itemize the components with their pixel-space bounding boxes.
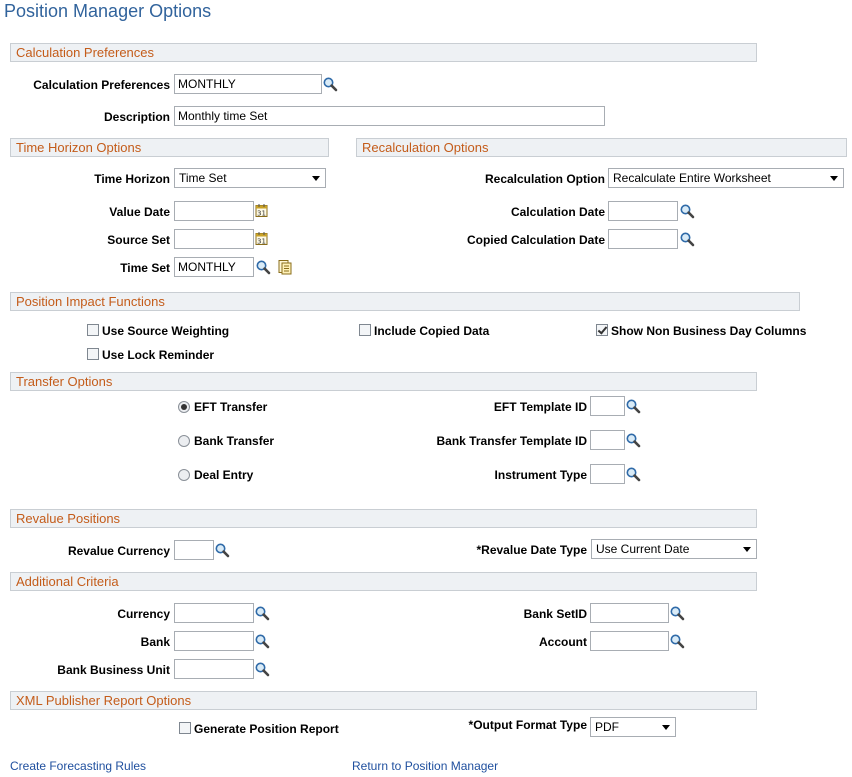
show-non-business-day-columns-checkbox[interactable] <box>596 324 608 336</box>
bank-input[interactable] <box>174 631 254 651</box>
eft-transfer-radio[interactable] <box>178 401 190 413</box>
use-lock-reminder-checkbox[interactable] <box>87 348 99 360</box>
eft-template-id-label: EFT Template ID <box>493 400 587 414</box>
section-xml-publisher-report-options: XML Publisher Report Options <box>10 691 757 710</box>
account-label: Account <box>539 635 587 649</box>
deal-entry-label: Deal Entry <box>194 468 254 482</box>
bank-business-unit-input[interactable] <box>174 659 254 679</box>
eft-template-id-input[interactable] <box>590 396 625 416</box>
use-source-weighting-checkbox[interactable] <box>87 324 99 336</box>
bank-transfer-template-id-input[interactable] <box>590 430 625 450</box>
time-set-input[interactable]: MONTHLY <box>174 257 254 277</box>
search-icon[interactable] <box>679 231 695 247</box>
calculation-preferences-label: Calculation Preferences <box>33 78 170 92</box>
bank-transfer-label: Bank Transfer <box>194 434 275 448</box>
search-icon[interactable] <box>254 661 270 677</box>
calculation-preferences-input[interactable]: MONTHLY <box>174 74 322 94</box>
section-time-horizon-options: Time Horizon Options <box>10 138 329 157</box>
account-input[interactable] <box>590 631 669 651</box>
generate-position-report-checkbox[interactable] <box>179 722 191 734</box>
section-recalculation-options: Recalculation Options <box>356 138 847 157</box>
source-set-input[interactable] <box>174 229 254 249</box>
revalue-date-type-label: *Revalue Date Type <box>476 543 587 557</box>
return-to-position-manager-link[interactable]: Return to Position Manager <box>352 759 499 773</box>
description-input[interactable]: Monthly time Set <box>174 106 605 126</box>
time-set-label: Time Set <box>120 261 170 275</box>
bank-transfer-template-id-label: Bank Transfer Template ID <box>436 434 587 448</box>
revalue-date-type-value: Use Current Date <box>596 542 690 556</box>
calendar-icon[interactable] <box>254 203 270 219</box>
currency-input[interactable] <box>174 603 254 623</box>
section-additional-criteria: Additional Criteria <box>10 572 757 591</box>
time-horizon-value: Time Set <box>179 171 227 185</box>
instrument-type-label: Instrument Type <box>494 468 587 482</box>
include-copied-data-label: Include Copied Data <box>374 324 490 338</box>
dropdown-arrow-icon <box>662 725 670 730</box>
search-icon[interactable] <box>669 633 685 649</box>
create-forecasting-rules-link[interactable]: Create Forecasting Rules <box>10 759 147 773</box>
use-lock-reminder-label: Use Lock Reminder <box>102 348 215 362</box>
output-format-type-select[interactable] <box>590 717 676 737</box>
description-label: Description <box>103 110 170 124</box>
value-date-input[interactable] <box>174 201 254 221</box>
copied-calculation-date-input[interactable] <box>608 229 678 249</box>
bank-setid-input[interactable] <box>590 603 669 623</box>
search-icon[interactable] <box>214 542 230 558</box>
output-format-type-label: *Output Format Type <box>468 718 587 732</box>
bank-business-unit-label: Bank Business Unit <box>57 663 170 677</box>
section-calculation-preferences: Calculation Preferences <box>10 43 757 62</box>
show-non-business-day-columns-label: Show Non Business Day Columns <box>611 324 807 338</box>
revalue-currency-label: Revalue Currency <box>67 544 170 558</box>
deal-entry-radio[interactable] <box>178 469 190 481</box>
search-icon[interactable] <box>254 605 270 621</box>
section-revalue-positions: Revalue Positions <box>10 509 757 528</box>
search-icon[interactable] <box>625 466 641 482</box>
calculation-date-input[interactable] <box>608 201 678 221</box>
bank-label: Bank <box>140 635 170 649</box>
dropdown-arrow-icon <box>312 176 320 181</box>
recalculation-option-select[interactable] <box>608 168 844 188</box>
instrument-type-input[interactable] <box>590 464 625 484</box>
eft-transfer-label: EFT Transfer <box>194 400 268 414</box>
search-icon[interactable] <box>625 432 641 448</box>
detail-page-icon[interactable] <box>277 259 293 275</box>
source-set-label: Source Set <box>107 233 170 247</box>
search-icon[interactable] <box>679 203 695 219</box>
revalue-date-type-select[interactable] <box>591 539 757 559</box>
time-horizon-select[interactable] <box>174 168 326 188</box>
search-icon[interactable] <box>254 633 270 649</box>
recalculation-option-value: Recalculate Entire Worksheet <box>613 171 771 185</box>
time-horizon-label: Time Horizon <box>94 172 170 186</box>
page-title: Position Manager Options <box>4 1 212 21</box>
search-icon[interactable] <box>625 398 641 414</box>
value-date-label: Value Date <box>109 205 170 219</box>
search-icon[interactable] <box>322 76 338 92</box>
bank-transfer-radio[interactable] <box>178 435 190 447</box>
calendar-icon[interactable] <box>254 231 270 247</box>
use-source-weighting-label: Use Source Weighting <box>102 324 230 338</box>
search-icon[interactable] <box>255 259 271 275</box>
bank-setid-label: Bank SetID <box>523 607 587 621</box>
revalue-currency-input[interactable] <box>174 540 214 560</box>
search-icon[interactable] <box>669 605 685 621</box>
dropdown-arrow-icon <box>743 547 751 552</box>
dropdown-arrow-icon <box>830 176 838 181</box>
recalculation-option-label: Recalculation Option <box>484 172 605 186</box>
generate-position-report-label: Generate Position Report <box>194 722 339 736</box>
output-format-type-value: PDF <box>595 720 619 734</box>
copied-calculation-date-label: Copied Calculation Date <box>466 233 605 247</box>
section-transfer-options: Transfer Options <box>10 372 757 391</box>
include-copied-data-checkbox[interactable] <box>359 324 371 336</box>
calculation-date-label: Calculation Date <box>510 205 605 219</box>
section-position-impact-functions: Position Impact Functions <box>10 292 800 311</box>
currency-label: Currency <box>117 607 170 621</box>
